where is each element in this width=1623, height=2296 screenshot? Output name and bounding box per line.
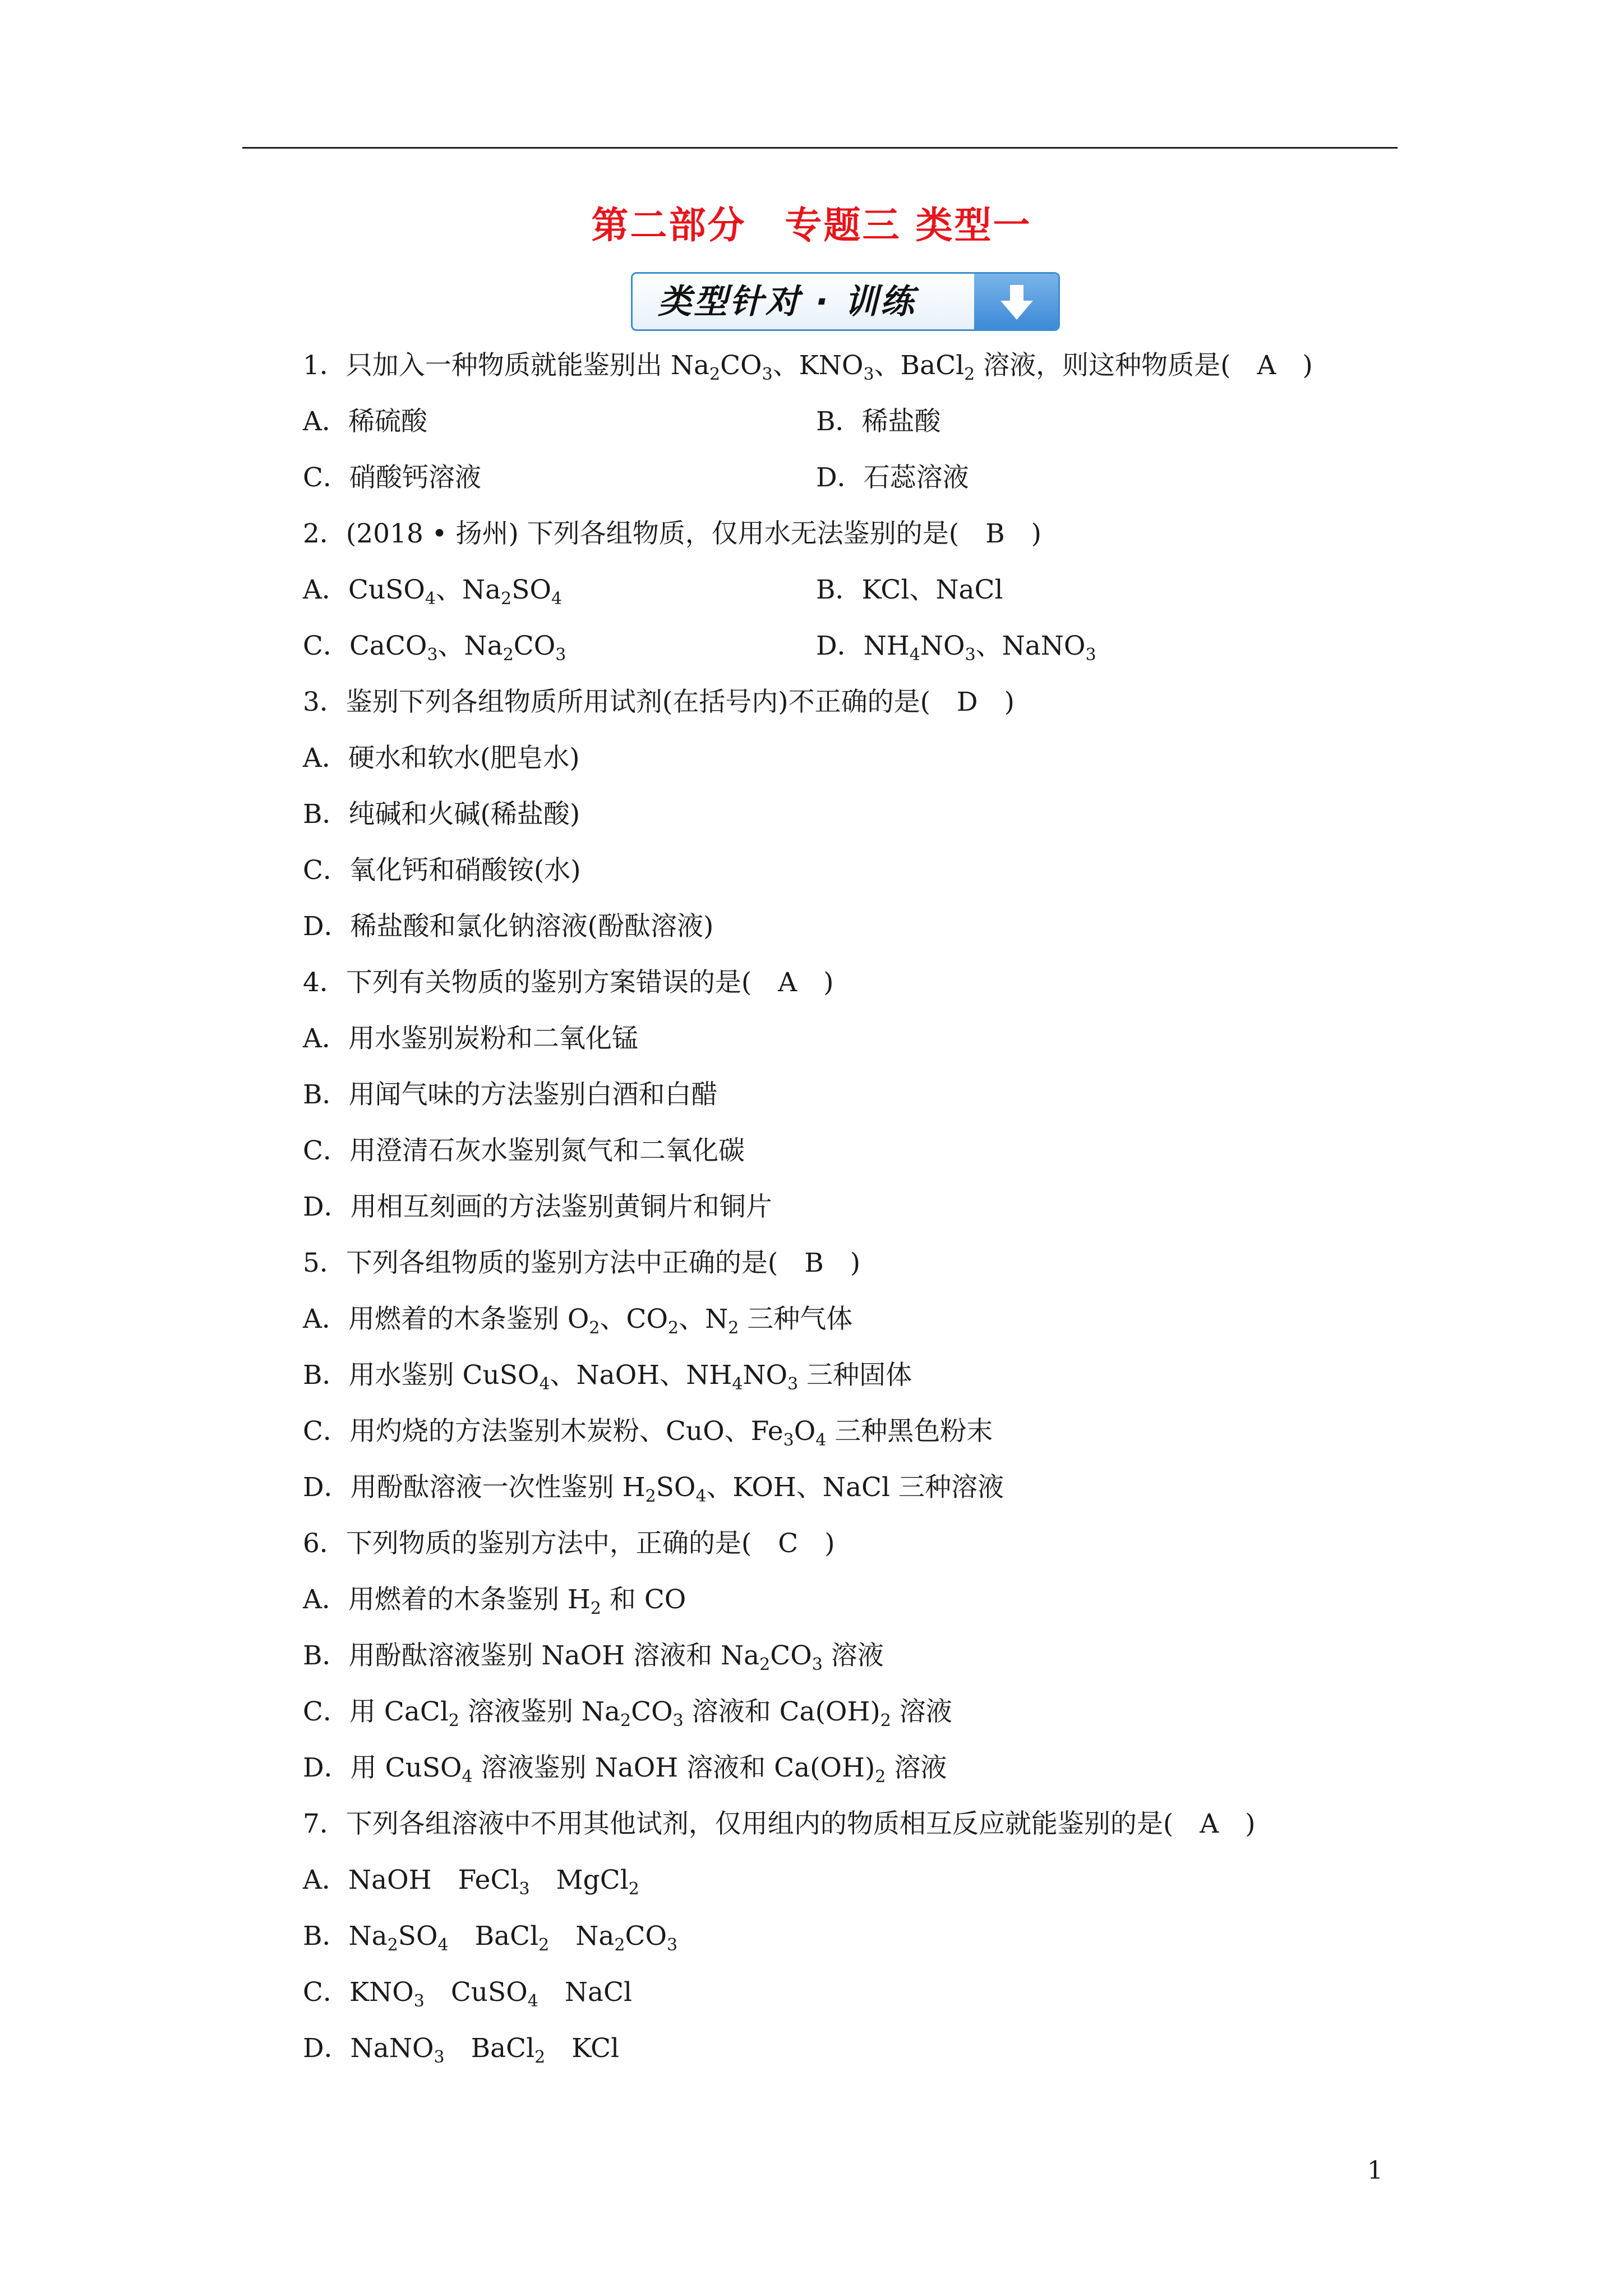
badge-label: 类型针对 · 训练 bbox=[658, 282, 916, 321]
option: D．用酚酞溶液一次性鉴别 $H_2SO_4$、KOH、NaCl 三种溶液 bbox=[303, 1472, 1004, 1506]
page-number: 1 bbox=[1367, 2156, 1383, 2185]
option: C．硝酸钙溶液 bbox=[303, 462, 481, 493]
option: B．用闻气味的方法鉴别白酒和白醋 bbox=[303, 1079, 718, 1110]
option: D．用 CuSO$_4$ 溶液鉴别 NaOH 溶液和 $Ca(OH)_2$ 溶液 bbox=[303, 1752, 947, 1787]
question-stem: 5．下列各组物质的鉴别方法中正确的是( B ) bbox=[303, 1248, 861, 1278]
option: A．稀硫酸 bbox=[303, 406, 427, 437]
section-badge bbox=[631, 272, 1060, 331]
option: B．稀盐酸 bbox=[816, 406, 941, 437]
option: D．$NH_4NO_3$、NaNO$_3$ bbox=[816, 631, 1096, 665]
question-stem: 3．鉴别下列各组物质所用试剂(在括号内)不正确的是( D ) bbox=[303, 687, 1015, 717]
option: C．用 CaCl$_2$ 溶液鉴别 $Na_2CO_3$ 溶液和 $Ca(OH)_2$ 溶液 bbox=[303, 1696, 952, 1731]
option: D．稀盐酸和氯化钠溶液(酚酞溶液) bbox=[303, 911, 714, 942]
option: A．用水鉴别炭粉和二氧化锰 bbox=[303, 1023, 638, 1054]
question-stem: 4．下列有关物质的鉴别方案错误的是( A ) bbox=[303, 967, 834, 998]
option: A．用燃着的木条鉴别 $O_2$、$CO_2$、$N_2$ 三种气体 bbox=[303, 1304, 853, 1338]
option: C．$KNO_3$ CuSO$_4$ NaCl bbox=[303, 1977, 633, 2011]
down-arrow-icon bbox=[974, 274, 1058, 329]
option: C．CaCO$_3$、$Na_2CO_3$ bbox=[303, 631, 566, 665]
option: A．硬水和软水(肥皂水) bbox=[303, 743, 580, 774]
question-stem: 2．(2018 • 扬州) 下列各组物质，仅用水无法鉴别的是( B ) bbox=[303, 518, 1041, 549]
option: D．石蕊溶液 bbox=[816, 462, 969, 493]
option: B．KCl、NaCl bbox=[816, 574, 1003, 605]
question-stem: 1．只加入一种物质就能鉴别出 $Na_2CO_3$、$KNO_3$、BaCl$_2$ 溶液，则这种物质是( A ) bbox=[303, 350, 1313, 384]
option: B．用酚酞溶液鉴别 NaOH 溶液和 $Na_2CO_3$ 溶液 bbox=[303, 1640, 884, 1674]
header-rule bbox=[242, 147, 1398, 149]
option: D．用相互刻画的方法鉴别黄铜片和铜片 bbox=[303, 1191, 772, 1222]
question-stem: 6．下列物质的鉴别方法中，正确的是( C ) bbox=[303, 1528, 835, 1559]
option: C．用澄清石灰水鉴别氮气和二氧化碳 bbox=[303, 1135, 745, 1166]
option: B．用水鉴别 CuSO$_4$、NaOH、$NH_4NO_3$ 三种固体 bbox=[303, 1360, 912, 1394]
option: A．NaOH FeCl$_3$ MgCl$_2$ bbox=[303, 1865, 639, 1899]
option: B．$Na_2SO_4$ BaCl$_2$ $Na_2CO_3$ bbox=[303, 1921, 678, 1955]
option: A．用燃着的木条鉴别 $H_2$ 和 CO bbox=[303, 1584, 686, 1618]
question-stem: 7．下列各组溶液中不用其他试剂，仅用组内的物质相互反应就能鉴别的是( A ) bbox=[303, 1809, 1256, 1839]
option: A．CuSO$_4$、$Na_2SO_4$ bbox=[303, 574, 562, 609]
page-title: 第二部分 专题三 类型一 bbox=[591, 204, 1032, 247]
option: D．NaNO$_3$ BaCl$_2$ KCl bbox=[303, 2033, 620, 2067]
option: B．纯碱和火碱(稀盐酸) bbox=[303, 799, 580, 830]
option: C．用灼烧的方法鉴别木炭粉、CuO、$Fe_3O_4$ 三种黑色粉末 bbox=[303, 1416, 993, 1450]
option: C．氧化钙和硝酸铵(水) bbox=[303, 855, 581, 886]
